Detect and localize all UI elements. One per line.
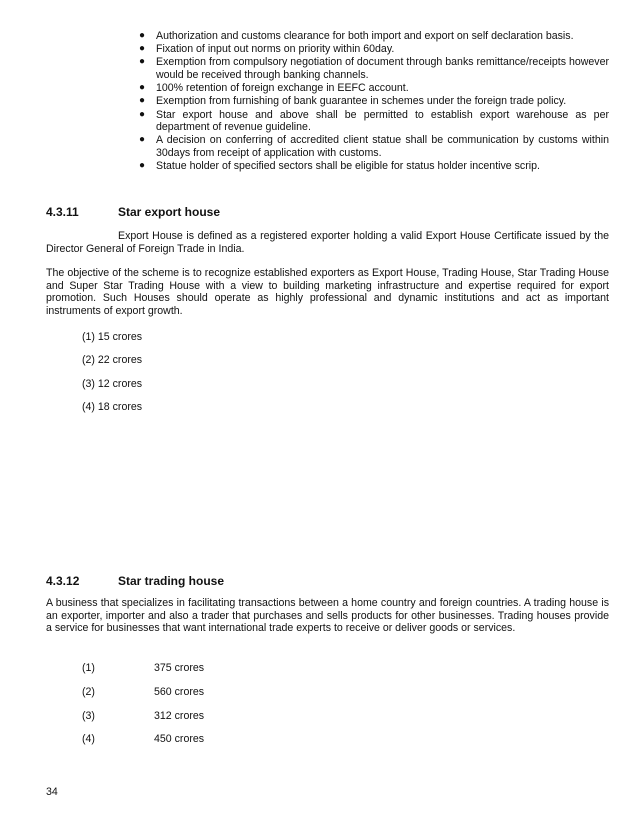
list-item: ● Fixation of input out norms on priority within 60day.: [139, 43, 395, 56]
bullet-icon: ●: [139, 95, 146, 107]
bullet-icon: ●: [139, 43, 146, 55]
list-item: ● Exemption from compulsory negotiation of document through banks remittance/receipts however would be received through banking channels.: [139, 56, 609, 81]
page-number: 34: [46, 786, 58, 798]
answer-option: (2) 22 crores: [82, 354, 143, 366]
bullet-icon: ●: [139, 56, 146, 68]
list-item: ● Exemption from furnishing of bank guarantee in schemes under the foreign trade policy.: [139, 95, 567, 108]
option-value: 375 crores: [154, 662, 205, 674]
trading-house-definition: A business that specializes in facilitating transactions between a home country and foreign countries. A trading house is an exporter, importer and also a trader that purchases and sells products for other businesses. Trading houses provide a service for businesses that want international trade experts to receive or deliver goods or services.: [46, 597, 609, 635]
answer-option: (1) 15 crores: [82, 331, 143, 343]
answer-option: (4) 18 crores: [82, 401, 143, 413]
option-value: 450 crores: [154, 733, 205, 745]
scheme-objective-paragraph: The objective of the scheme is to recognize established exporters as Export House, Trading House, Star Trading House and Super Star Trading House with a view to building marketing infrastructure and expertise required for export promotion. Such Houses should operate as highly professional and dynamic institutions and act as important instruments of export growth.: [46, 267, 609, 317]
list-item: ● Authorization and customs clearance for both import and export on self declaration basis.: [139, 30, 574, 42]
option-value: 560 crores: [154, 686, 205, 698]
benefits-bullet-list: [139, 30, 609, 173]
section-heading-star-trading-house: [46, 574, 224, 588]
list-item: ● Statue holder of specified sectors shall be eligible for status holder incentive scrip.: [139, 160, 540, 173]
bullet-icon: ●: [139, 30, 146, 41]
section-title: Star trading house: [118, 574, 225, 588]
option-number: (4): [82, 733, 95, 745]
bullet-icon: ●: [139, 134, 146, 146]
list-item: ● A decision on conferring of accredited client statue shall be communication by customs within 30days from receipt of application with customs.: [139, 134, 609, 159]
section-heading-star-export-house: [46, 205, 220, 219]
option-number: (2): [82, 686, 95, 698]
export-house-definition: Export House is defined as a registered exporter holding a valid Export House Certificate issued by the Director General of Foreign Trade in India.: [46, 230, 609, 255]
bullet-icon: ●: [139, 82, 146, 94]
section-title: Star export house: [118, 205, 221, 219]
bullet-icon: ●: [139, 160, 146, 172]
option-number: (3): [82, 710, 95, 722]
answer-option: (3) 12 crores: [82, 378, 143, 390]
list-item: ● Star export house and above shall be permitted to establish export warehouse as per department of revenue guideline.: [139, 108, 609, 134]
option-number: (1): [82, 662, 95, 674]
section-number: 4.3.11: [46, 205, 79, 219]
bullet-icon: ●: [139, 108, 146, 120]
list-item: ● 100% retention of foreign exchange in EEFC account.: [139, 82, 409, 95]
option-value: 312 crores: [154, 710, 205, 722]
section-number: 4.3.12: [46, 574, 80, 588]
